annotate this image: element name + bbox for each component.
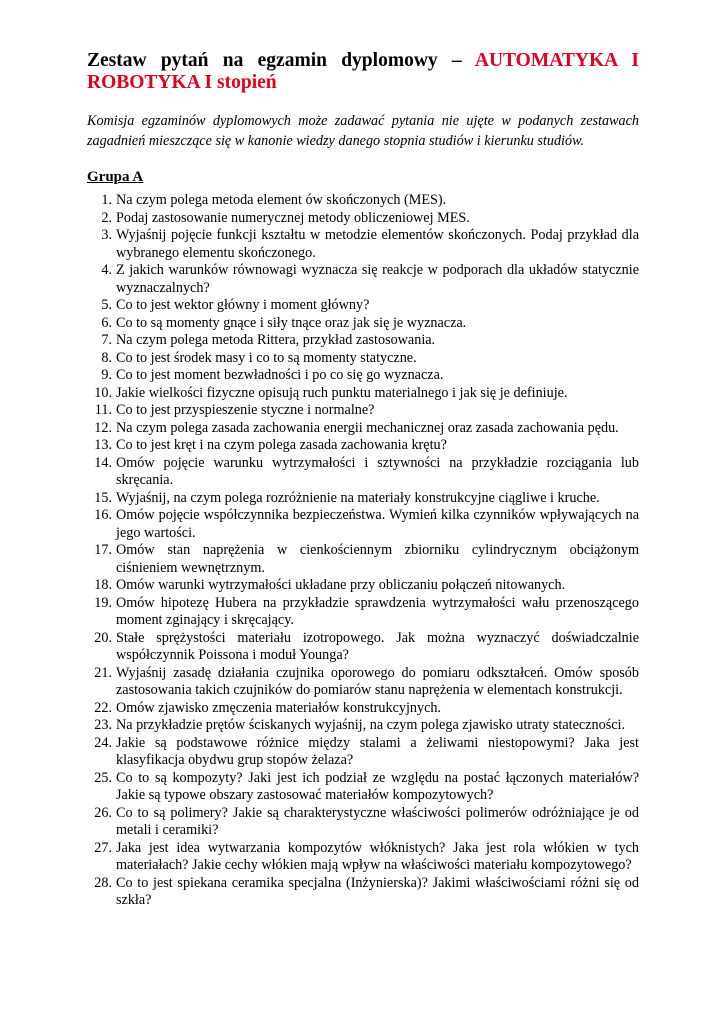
question-number: 12. [94, 419, 112, 436]
question-text: Jakie wielkości fizyczne opisują ruch punktu materialnego i jak się je definiuje. [116, 384, 568, 401]
question-item [87, 227, 639, 262]
question-text: Podaj zastosowanie numerycznej metody obliczeniowej MES. [116, 209, 470, 226]
question-text: Co to są kompozyty? Jaki jest ich podział ze względu na postać łączonych materiałów? Jakie są typowe obszary zastosować materiałów kompozytowych? [116, 769, 639, 803]
question-list [87, 192, 639, 910]
question-number: 26. [94, 804, 112, 821]
question-number: 7. [101, 332, 112, 348]
question-number: 22. [94, 699, 112, 716]
question-number: 9. [101, 367, 112, 383]
question-number: 11. [94, 402, 112, 418]
question-number: 21. [94, 664, 112, 681]
question-number: 18. [94, 577, 112, 593]
question-item [87, 367, 639, 385]
question-text: Jaka jest idea wytwarzania kompozytów włóknistych? Jaka jest rola włókien w tych materiałach? Jakie cechy włókien mają wpływ na właściwości materiału kompozytowego? [116, 839, 639, 873]
question-item [87, 717, 639, 735]
question-item [87, 490, 639, 508]
question-item [87, 455, 639, 490]
question-text: Omów stan naprężenia w cienkościennym zbiorniku cylindrycznym obciążonym ciśnieniem wewnętrznym. [116, 542, 639, 576]
question-item [87, 840, 639, 875]
question-number: 23. [94, 717, 112, 733]
question-number: 25. [94, 769, 112, 786]
question-number: 5. [101, 297, 112, 313]
question-text: Co to są polimery? Jakie są charakterystyczne właściwości polimerów odróżniające je od metali i ceramiki? [116, 804, 639, 838]
question-item [87, 297, 639, 315]
question-number: 14. [94, 454, 112, 471]
question-text: Co to są momenty gnące i siły tnące oraz jak się je wyznacza. [116, 314, 467, 331]
question-number: 20. [94, 629, 112, 646]
question-item [87, 437, 639, 455]
title-text: Zestaw pytań na egzamin dyplomowy – [87, 50, 475, 71]
question-number: 4. [101, 262, 112, 278]
question-item [87, 875, 639, 910]
document-title [87, 50, 639, 94]
question-item [87, 542, 639, 577]
question-item [87, 507, 639, 542]
question-item [87, 262, 639, 297]
title-program-name: AUTOMATYKA I ROBOTYKA I stopień [87, 50, 639, 93]
question-text: Wyjaśnij zasadę działania czujnika oporowego do pomiaru odkształceń. Omów sposób zastosowania takich czujników do pomiarów stanu naprężenia w elementach konstrukcji. [116, 664, 639, 698]
question-item [87, 595, 639, 630]
question-number: 28. [94, 874, 112, 891]
question-text: Na przykładzie prętów ściskanych wyjaśnij, na czym polega zjawisko utraty stateczności. [116, 717, 625, 733]
question-item [87, 630, 639, 665]
question-item [87, 402, 639, 420]
question-item [87, 420, 639, 438]
question-text: Omów warunki wytrzymałości układane przy obliczaniu połączeń nitowanych. [116, 577, 566, 593]
question-item [87, 700, 639, 718]
question-text: Co to jest przyspieszenie styczne i normalne? [116, 402, 375, 418]
question-text: Co to jest spiekana ceramika specjalna (Inżynierska)? Jakimi właściwościami różni się od szkła? [116, 874, 639, 908]
question-item [87, 315, 639, 333]
question-item [87, 210, 639, 228]
question-text: Na czym polega metoda Rittera, przykład zastosowania. [116, 332, 436, 348]
question-item [87, 577, 639, 595]
question-number: 3. [101, 227, 112, 243]
question-number: 13. [94, 437, 112, 453]
question-text: Co to jest wektor główny i moment główny? [116, 297, 370, 313]
question-text: Na czym polega metoda element ów skończonych (MES). [116, 192, 447, 208]
question-text: Co to jest środek masy i co to są momenty statyczne. [116, 349, 417, 366]
question-item [87, 332, 639, 350]
question-text: Na czym polega zasada zachowania energii mechanicznej oraz zasada zachowania pędu. [116, 419, 619, 436]
question-number: 8. [101, 349, 112, 366]
question-number: 1. [101, 192, 112, 208]
question-text: Co to jest moment bezwładności i po co się go wyznacza. [116, 367, 444, 383]
question-text: Omów pojęcie współczynnika bezpieczeństwa. Wymień kilka czynników wpływających na jego wartości. [116, 507, 639, 541]
question-number: 17. [94, 542, 112, 558]
question-number: 16. [94, 507, 112, 523]
question-number: 2. [101, 209, 112, 226]
question-item [87, 665, 639, 700]
question-number: 15. [94, 489, 112, 506]
question-number: 27. [94, 839, 112, 856]
question-item [87, 770, 639, 805]
question-item [87, 385, 639, 403]
question-item [87, 735, 639, 770]
document-page [87, 50, 639, 910]
question-number: 6. [101, 314, 112, 331]
exam-note: Komisja egzaminów dyplomowych może zadawać pytania nie ujęte w podanych zestawach zagadnień mieszczące się w kanonie wiedzy danego stopnia studiów i kierunku studiów. [87, 113, 639, 149]
question-item [87, 805, 639, 840]
question-text: Omów zjawisko zmęczenia materiałów konstrukcyjnych. [116, 699, 442, 716]
question-text: Jakie są podstawowe różnice między stalami a żeliwami niestopowymi? Jaka jest klasyfikacja obydwu grup stopów żelaza? [116, 734, 639, 768]
question-item [87, 192, 639, 210]
question-number: 24. [94, 734, 112, 751]
question-text: Wyjaśnij pojęcie funkcji kształtu w metodzie elementów skończonych. Podaj przykład dla wybranego elementu skończonego. [116, 227, 639, 261]
question-number: 19. [94, 594, 112, 611]
question-number: 10. [94, 384, 112, 401]
question-text: Wyjaśnij, na czym polega rozróżnienie na materiały konstrukcyjne ciągliwe i kruche. [116, 489, 600, 506]
group-heading: Grupa A [87, 169, 144, 185]
question-item [87, 350, 639, 368]
question-text: Omów hipotezę Hubera na przykładzie sprawdzenia wytrzymałości wału przenoszącego moment zginający i skręcający. [116, 594, 639, 628]
question-text: Stałe sprężystości materiału izotropowego. Jak można wyznaczyć doświadczalnie współczynnik Poissona i moduł Younga? [116, 629, 639, 663]
question-text: Z jakich warunków równowagi wyznacza się reakcje w podporach dla układów statycznie wyznaczalnych? [116, 262, 639, 296]
question-text: Co to jest kręt i na czym polega zasada zachowania krętu? [116, 437, 447, 453]
question-text: Omów pojęcie warunku wytrzymałości i sztywności na przykładzie rozciągania lub skręcania. [116, 454, 639, 488]
